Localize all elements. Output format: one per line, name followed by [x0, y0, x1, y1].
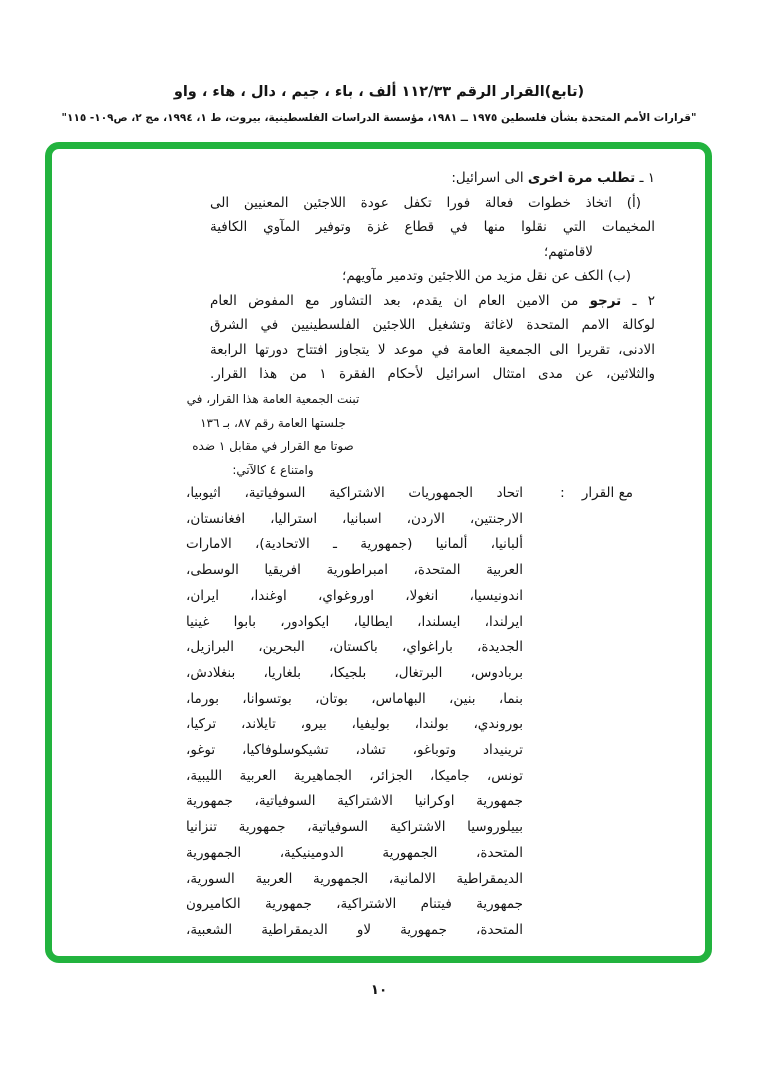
text-line: الارجنتين، الاردن، اسبانيا، استراليا، افغانستان، [186, 510, 523, 527]
text-line: بييلوروسيا الاشتراكية السوفياتية، جمهورية تنزانيا [186, 819, 523, 836]
document-title: (تابع)القرار الرقم ١١٢/٣٣ ألف ، باء ، جيم ، دال ، هاء ، واو [173, 84, 585, 100]
resolution-paragraphs [210, 166, 655, 387]
text-line: الادنى، تقريرا الى الجمعية العامة في موعد لا يتجاوز افتتاح دورتها الرابعة [210, 341, 655, 358]
text-line: جمهورية اوكرانيا الاشتراكية السوفياتية، جمهورية [186, 793, 523, 810]
text-line: ترينيداد وتوباغو، تشاد، تشيكوسلوفاكيا، توغو، [186, 742, 523, 759]
text-line: ٢ ـ ترجو من الامين العام ان يقدم، بعد التشاور مع المفوض العام [210, 292, 655, 309]
text-line: المتحدة، الجمهورية الدومينيكية، الجمهورية [186, 844, 523, 861]
text-line: تبنت الجمعية العامة هذا القرار، في [186, 392, 360, 406]
text-line: اندونيسيا، انغولا، اوروغواي، اوغندا، ايران، [186, 587, 523, 604]
text-line: ايرلندا، ايسلندا، ايطاليا، ايكوادور، بابوا غينيا [186, 613, 523, 630]
text-line: الجديدة، باراغواي، باكستان، البحرين، البرازيل، [186, 639, 523, 656]
text-line: المتحدة، جمهورية لاو الديمقراطية الشعبية، [186, 921, 523, 938]
vote-in-favour-label: مع القرار : [560, 485, 633, 501]
text-line: والثلاثين، عن مدى امتثال اسرائيل لأحكام الفقرة ١ من هذا القرار. [210, 366, 655, 382]
text-line: جلستها العامة رقم ٨٧، بـ ١٣٦ [200, 415, 346, 430]
text-line: الديمقراطية الالمانية، الجمهورية العربية السورية، [186, 870, 523, 887]
text-line: بوروندي، بولندا، بوليفيا، بيرو، تايلاند، تركيا، [186, 716, 523, 733]
text-line: لاقامتهم؛ [543, 243, 593, 260]
text-line: ١ ـ تطلب مرة اخرى الى اسرائيل: [451, 170, 655, 186]
text-line: بنما، بنين، البهاماس، بوتان، بوتسوانا، بورما، [186, 690, 523, 707]
text-line: المخيمات التي نقلوا منها في قطاع غزة وتوفير المآوي الكافية [210, 219, 655, 235]
text-line: صوتا مع القرار في مقابل ١ ضده [192, 439, 354, 453]
text-line: (أ) اتخاذ خطوات فعالة فورا تكفل عودة اللاجئين المعنيين الى [210, 194, 641, 211]
text-line: جمهورية فيتنام الاشتراكية، جمهورية الكاميرون [186, 896, 523, 913]
text-line: بربادوس، البرتغال، بلجيكا، بلغاريا، بنغلادش، [186, 664, 523, 681]
countries-in-favour-list [186, 481, 523, 944]
text-line: ألبانيا، ألمانيا (جمهورية ـ الاتحادية)، الامارات [186, 536, 523, 553]
text-line: العربية المتحدة، امبراطورية افريقيا الوسطى، [186, 562, 523, 579]
text-line: (ب) الكف عن نقل مزيد من اللاجئين وتدمير مآويهم؛ [342, 268, 631, 284]
document-source-citation: "قرارات الأمم المتحدة بشأن فلسطين ١٩٧٥ ــ ١٩٨١، مؤسسة الدراسات الفلسطينية، بيروت، ط ١، ١٩٩٤، مج ٢، ص١٠٩- ١١٥" [61, 112, 697, 124]
text-line: تونس، جاميكا، الجزائر، الجماهيرية العربية الليبية، [186, 767, 523, 784]
adoption-note-block [183, 388, 363, 482]
page-number: ١٠ [370, 982, 388, 998]
text-line: وامتناع ٤ كالآتي: [232, 462, 314, 477]
text-line: اتحاد الجمهوريات الاشتراكية السوفياتية، اثيوبيا، [186, 485, 523, 501]
text-line: لوكالة الامم المتحدة لاغاثة وتشغيل اللاجئين الفلسطينيين في الشرق [210, 317, 655, 333]
